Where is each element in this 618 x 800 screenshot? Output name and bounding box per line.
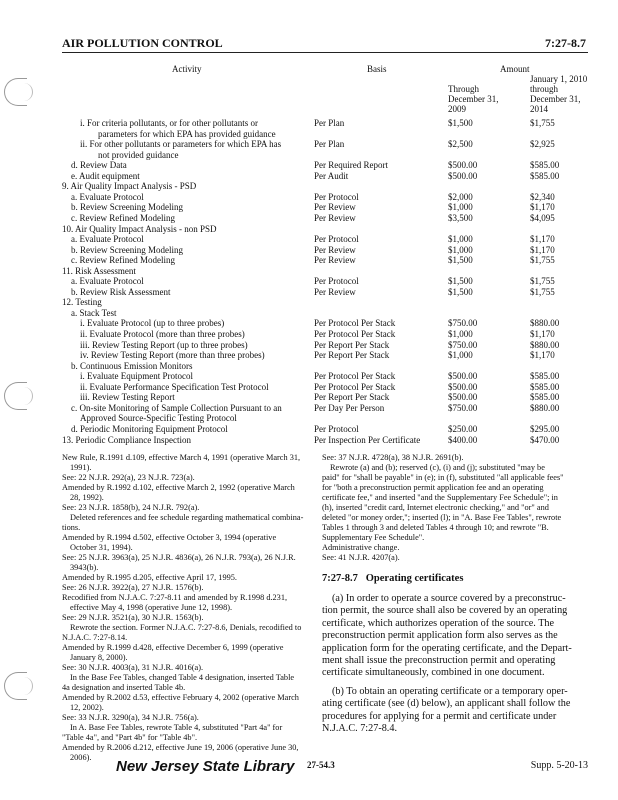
history-note-line: Deleted references and fee schedule regarding mathematical combina- bbox=[70, 513, 304, 522]
history-notes-left bbox=[62, 453, 303, 763]
activity-cell: d. Periodic Monitoring Equipment Protocol bbox=[71, 423, 228, 434]
activity-cell: c. Review Refined Modeling bbox=[71, 255, 175, 266]
basis-cell: Per Review bbox=[314, 244, 356, 255]
binder-hole bbox=[4, 78, 27, 106]
running-header-section: 7:27-8.7 bbox=[545, 36, 586, 50]
amount-2009-cell: $1,000 bbox=[448, 244, 473, 255]
col-header-amount-2010-2014 bbox=[530, 74, 587, 114]
history-note-line: See: 29 N.J.R. 3521(a), 30 N.J.R. 1563(b). bbox=[62, 613, 204, 622]
activity-cell: 12. Testing bbox=[62, 297, 102, 308]
activity-cell: i. Evaluate Protocol (up to three probes) bbox=[80, 318, 225, 329]
activity-cell: parameters for which EPA has provided guidance bbox=[98, 128, 276, 139]
amount-2009-cell: $400.00 bbox=[448, 434, 478, 445]
table-row bbox=[0, 160, 618, 170]
basis-cell: Per Protocol bbox=[314, 276, 359, 287]
table-row bbox=[0, 234, 618, 244]
table-row bbox=[0, 181, 618, 191]
history-note-line: (h), inserted "credit card, Internet electronic checking," and "or" and bbox=[322, 503, 549, 512]
paragraph-line: procedures for applying for a permit and certificate under bbox=[322, 710, 557, 722]
basis-cell: Per Review bbox=[314, 212, 356, 223]
amount-2009-cell: $500.00 bbox=[448, 381, 478, 392]
amount-2014-cell: $2,925 bbox=[530, 139, 555, 150]
table-row bbox=[0, 224, 618, 234]
history-note-line: Amended by R.2002 d.53, effective February 4, 2002 (operative March bbox=[62, 693, 299, 702]
amount-header-line: Through bbox=[448, 84, 479, 94]
activity-cell: iv. Review Testing Report (more than three probes) bbox=[80, 350, 265, 361]
history-note-line: Supplementary Fee Schedule". bbox=[322, 533, 425, 542]
activity-cell: not provided guidance bbox=[98, 149, 179, 160]
history-note-line: See: 41 N.J.R. 4207(a). bbox=[322, 553, 400, 562]
col-header-amount: Amount bbox=[500, 64, 530, 74]
amount-header-line: December 31, bbox=[448, 94, 499, 104]
amount-header-line: 2014 bbox=[530, 104, 548, 114]
basis-cell: Per Protocol bbox=[314, 191, 359, 202]
history-note-line: See: 33 N.J.R. 3290(a), 34 N.J.R. 756(a). bbox=[62, 713, 199, 722]
amount-2014-cell: $1,170 bbox=[530, 244, 555, 255]
activity-cell: Approved Source-Specific Testing Protocol bbox=[80, 413, 237, 424]
paragraph-line: preconstruction permit application form also serves as the bbox=[322, 630, 558, 642]
page-number: 27-54.3 bbox=[307, 760, 335, 770]
activity-cell: b. Review Screening Modeling bbox=[71, 202, 183, 213]
activity-cell: 11. Risk Assessment bbox=[62, 265, 136, 276]
basis-cell: Per Protocol Per Stack bbox=[314, 381, 396, 392]
amount-2009-cell: $750.00 bbox=[448, 402, 478, 413]
activity-cell: 10. Air Quality Impact Analysis - non PSD bbox=[62, 223, 217, 234]
history-note-line: 12, 2002). bbox=[70, 703, 104, 712]
basis-cell: Per Plan bbox=[314, 118, 345, 128]
activity-cell: ii. Evaluate Protocol (more than three probes) bbox=[80, 329, 245, 339]
table-row bbox=[0, 213, 618, 223]
activity-cell: 9. Air Quality Impact Analysis - PSD bbox=[62, 181, 197, 192]
table-row bbox=[0, 245, 618, 255]
history-note-line: 3943(b). bbox=[70, 563, 99, 572]
history-note-line: See: 30 N.J.R. 4003(a), 31 N.J.R. 4016(a). bbox=[62, 663, 204, 672]
table-row bbox=[0, 413, 618, 423]
activity-cell: b. Review Screening Modeling bbox=[71, 244, 183, 255]
amount-2014-cell: $1,755 bbox=[530, 118, 555, 128]
history-note-line: Rewrote (a) and (b); reserved (c), (i) and (j); substituted "may be bbox=[330, 463, 545, 472]
history-note-line: Rewrote the section. Former N.J.A.C. 7:27-8.6, Denials, recodified to bbox=[70, 623, 302, 632]
activity-cell: a. Stack Test bbox=[71, 307, 117, 318]
amount-2009-cell: $1,000 bbox=[448, 329, 473, 339]
amount-2014-cell: $1,755 bbox=[530, 286, 555, 297]
amount-2014-cell: $295.00 bbox=[530, 423, 560, 434]
amount-2009-cell: $500.00 bbox=[448, 371, 478, 382]
history-note-line: See: 23 N.J.R. 1858(b), 24 N.J.R. 792(a). bbox=[62, 503, 200, 512]
amount-2009-cell: $750.00 bbox=[448, 318, 478, 329]
table-row bbox=[0, 435, 618, 445]
activity-cell: b. Continuous Emission Monitors bbox=[71, 360, 193, 371]
paragraph-line: certificate, which authorizes operation of the source. The bbox=[322, 617, 555, 629]
paragraph-b bbox=[322, 686, 570, 736]
amount-2009-cell: $2,000 bbox=[448, 191, 473, 202]
history-note-line: See: 26 N.J.R. 3922(a), 27 N.J.R. 1576(b). bbox=[62, 583, 204, 592]
activity-cell: ii. For other pollutants or parameters for which EPA has bbox=[80, 139, 282, 150]
history-note-line: Administrative change. bbox=[322, 543, 400, 552]
amount-2009-cell: $500.00 bbox=[448, 160, 478, 171]
amount-2009-cell: $1,000 bbox=[448, 202, 473, 213]
amount-2014-cell: $880.00 bbox=[530, 339, 560, 350]
basis-cell: Per Required Report bbox=[314, 160, 388, 171]
table-row bbox=[0, 171, 618, 181]
table-row bbox=[0, 255, 618, 265]
history-note-line: certificate fee," and inserted "and the Supplementary Fee Schedule"; in bbox=[322, 493, 558, 502]
paragraph-line: certificate simultaneously, combined in one document. bbox=[322, 667, 545, 679]
table-row bbox=[0, 139, 618, 149]
history-note-line: Amended by R.1995 d.205, effective April 17, 1995. bbox=[62, 573, 237, 582]
basis-cell: Per Report Per Stack bbox=[314, 339, 390, 350]
activity-cell: e. Audit equipment bbox=[71, 170, 140, 181]
amount-header-line: through bbox=[530, 84, 558, 94]
history-note-line: Amended by R.2006 d.212, effective June 19, 2006 (operative June 30, bbox=[62, 743, 299, 752]
basis-cell: Per Plan bbox=[314, 139, 345, 150]
table-row bbox=[0, 371, 618, 381]
basis-cell: Per Report Per Stack bbox=[314, 392, 390, 403]
table-row bbox=[0, 318, 618, 328]
history-note-line: October 31, 1994). bbox=[70, 543, 133, 552]
amount-2014-cell: $1,170 bbox=[530, 202, 555, 213]
history-note-line: Amended by R.1994 d.502, effective October 3, 1994 (operative bbox=[62, 533, 277, 542]
history-note-line: January 8, 2000). bbox=[70, 653, 128, 662]
history-note-line: N.J.A.C. 7:27-8.14. bbox=[62, 633, 128, 642]
table-row bbox=[0, 287, 618, 297]
history-note-line: 4a designation and inserted Table 4b. bbox=[62, 683, 186, 692]
activity-cell: 13. Periodic Compliance Inspection bbox=[62, 434, 191, 445]
activity-cell: i. Evaluate Equipment Protocol bbox=[80, 371, 193, 382]
table-row bbox=[0, 118, 618, 128]
basis-cell: Per Protocol Per Stack bbox=[314, 318, 396, 329]
binder-hole bbox=[4, 672, 27, 700]
basis-cell: Per Protocol bbox=[314, 423, 359, 434]
amount-2014-cell: $1,755 bbox=[530, 255, 555, 266]
amount-header-line: 2009 bbox=[448, 104, 466, 114]
history-note-line: 2006). bbox=[70, 753, 92, 762]
table-row bbox=[0, 192, 618, 202]
activity-cell: a. Evaluate Protocol bbox=[71, 276, 144, 287]
activity-cell: a. Evaluate Protocol bbox=[71, 234, 144, 245]
history-note-line: 1991). bbox=[70, 463, 92, 472]
paragraph-line: ating certificate (see (d) below), an applicant shall follow the bbox=[322, 698, 571, 710]
amount-2009-cell: $250.00 bbox=[448, 423, 478, 434]
basis-cell: Per Review bbox=[314, 286, 356, 297]
col-header-amount-through-2009 bbox=[448, 84, 498, 114]
history-note-line: effective May 4, 1998 (operative June 12, 1998). bbox=[70, 603, 233, 612]
basis-cell: Per Review bbox=[314, 255, 356, 266]
amount-2009-cell: $1,000 bbox=[448, 234, 473, 245]
amount-2009-cell: $750.00 bbox=[448, 339, 478, 350]
table-row bbox=[0, 276, 618, 286]
amount-2014-cell: $585.00 bbox=[530, 160, 560, 171]
amount-2014-cell: $470.00 bbox=[530, 434, 560, 445]
history-note-line: See: 25 N.J.R. 3963(a), 25 N.J.R. 4836(a), 26 N.J.R. 793(a), 26 N.J.R. bbox=[62, 553, 296, 562]
table-row bbox=[0, 308, 618, 318]
basis-cell: Per Report Per Stack bbox=[314, 350, 390, 361]
amount-2014-cell: $1,170 bbox=[530, 350, 555, 361]
history-note-line: for "both a preconstruction permit application fee and an operating bbox=[322, 483, 544, 492]
history-note-line: New Rule, R.1991 d.109, effective March 4, 1991 (operative March 31, bbox=[62, 453, 301, 462]
paragraph-line: application form for the operating certificate, and the Depart- bbox=[322, 642, 572, 654]
history-notes-right bbox=[322, 453, 564, 563]
amount-2009-cell: $1,500 bbox=[448, 286, 473, 297]
paragraph-line: ment shall issue the preconstruction permit and operating bbox=[322, 655, 556, 667]
activity-cell: d. Review Data bbox=[71, 160, 127, 171]
amount-2009-cell: $500.00 bbox=[448, 392, 478, 403]
col-header-activity: Activity bbox=[172, 64, 202, 74]
table-row bbox=[0, 382, 618, 392]
amount-2014-cell: $4,095 bbox=[530, 212, 555, 223]
history-note-line: 28, 1992). bbox=[70, 493, 104, 502]
activity-cell: b. Review Risk Assessment bbox=[71, 286, 171, 297]
amount-2014-cell: $585.00 bbox=[530, 170, 560, 181]
col-header-basis: Basis bbox=[367, 64, 387, 74]
amount-2009-cell: $1,500 bbox=[448, 276, 473, 287]
basis-cell: Per Inspection Per Certificate bbox=[314, 434, 421, 445]
history-note-line: deleted "or money order,"; inserted (l); in "A. Base Fee Tables", rewrote bbox=[322, 513, 562, 522]
amount-2014-cell: $1,170 bbox=[530, 234, 555, 245]
table-row bbox=[0, 424, 618, 434]
amount-2014-cell: $585.00 bbox=[530, 381, 560, 392]
table-row bbox=[0, 361, 618, 371]
history-note-line: See: 22 N.J.R. 292(a), 23 N.J.R. 723(a). bbox=[62, 473, 195, 482]
amount-2014-cell: $585.00 bbox=[530, 392, 560, 403]
history-note-line: Recodified from N.J.A.C. 7:27-8.11 and amended by R.1998 d.231, bbox=[62, 593, 288, 602]
basis-cell: Per Review bbox=[314, 202, 356, 213]
paragraph-line: (a) In order to operate a source covered by a preconstruc- bbox=[332, 593, 566, 604]
history-note-line: tions. bbox=[62, 523, 81, 532]
table-row bbox=[0, 329, 618, 339]
table-row bbox=[0, 403, 618, 413]
activity-cell: iii. Review Testing Report bbox=[80, 392, 175, 403]
table-row bbox=[0, 392, 618, 402]
table-row bbox=[0, 350, 618, 360]
history-note-line: See: 37 N.J.R. 4728(a), 38 N.J.R. 2691(b). bbox=[322, 453, 464, 462]
amount-2014-cell: $2,340 bbox=[530, 191, 555, 202]
activity-cell: c. On-site Monitoring of Sample Collection Pursuant to an bbox=[71, 402, 282, 413]
table-row bbox=[0, 202, 618, 212]
amount-2014-cell: $585.00 bbox=[530, 371, 560, 382]
table-row bbox=[0, 297, 618, 307]
library-watermark: New Jersey State Library bbox=[116, 758, 295, 775]
amount-2014-cell: $880.00 bbox=[530, 402, 560, 413]
basis-cell: Per Protocol bbox=[314, 234, 359, 245]
table-row bbox=[0, 150, 618, 160]
paragraph-line: N.J.A.C. 7:27-8.4. bbox=[322, 723, 397, 735]
amount-2009-cell: $1,500 bbox=[448, 118, 473, 128]
table-row bbox=[0, 129, 618, 139]
amount-2009-cell: $1,000 bbox=[448, 350, 473, 361]
section-heading bbox=[322, 573, 463, 584]
amount-header-line: December 31, bbox=[530, 94, 581, 104]
table-row bbox=[0, 340, 618, 350]
table-row bbox=[0, 266, 618, 276]
amount-2009-cell: $2,500 bbox=[448, 139, 473, 150]
history-note-line: Amended by R.1999 d.428, effective December 6, 1999 (operative bbox=[62, 643, 284, 652]
history-note-line: paid" for "shall be payable" in (e); in (f), substituted "all applicable fees" bbox=[322, 473, 564, 482]
history-note-line: "Table 4a", and "Part 4b" for "Table 4b". bbox=[62, 733, 198, 742]
amount-header-line: January 1, 2010 bbox=[530, 74, 588, 84]
basis-cell: Per Audit bbox=[314, 170, 349, 181]
paragraph-line: tion permit, the source shall also be covered by an operating bbox=[322, 605, 568, 617]
paragraph-line: (b) To obtain an operating certificate or a temporary oper- bbox=[332, 686, 568, 697]
amount-2009-cell: $3,500 bbox=[448, 212, 473, 223]
history-note-line: Tables 1 through 3 and deleted Tables 4 through 10; and rewrote "B. bbox=[322, 523, 549, 532]
basis-cell: Per Protocol Per Stack bbox=[314, 371, 396, 382]
basis-cell: Per Day Per Person bbox=[314, 402, 385, 413]
header-rule bbox=[62, 52, 588, 53]
activity-cell: iii. Review Testing Report (up to three probes) bbox=[80, 339, 248, 350]
section-number: 7:27-8.7 bbox=[322, 573, 358, 584]
basis-cell: Per Protocol Per Stack bbox=[314, 329, 396, 339]
running-header-title: AIR POLLUTION CONTROL bbox=[62, 36, 223, 50]
activity-cell: i. For criteria pollutants, or for other pollutants or bbox=[80, 118, 258, 128]
history-note-line: In the Base Fee Tables, changed Table 4 designation, inserted Table bbox=[70, 673, 295, 682]
amount-2014-cell: $1,170 bbox=[530, 329, 555, 339]
supplement-date: Supp. 5-20-13 bbox=[530, 760, 588, 771]
amount-2014-cell: $880.00 bbox=[530, 318, 560, 329]
history-note-line: In A. Base Fee Tables, rewrote Table 4, substituted "Part 4a" for bbox=[70, 723, 283, 732]
amount-2009-cell: $1,500 bbox=[448, 255, 473, 266]
section-title: Operating certificates bbox=[365, 573, 464, 584]
activity-cell: a. Evaluate Protocol bbox=[71, 191, 144, 202]
activity-cell: ii. Evaluate Performance Specification Test Protocol bbox=[80, 381, 269, 392]
amount-2014-cell: $1,755 bbox=[530, 276, 555, 287]
activity-cell: c. Review Refined Modeling bbox=[71, 212, 175, 223]
amount-2009-cell: $500.00 bbox=[448, 170, 478, 181]
paragraph-a bbox=[322, 593, 572, 680]
history-note-line: Amended by R.1992 d.102, effective March 2, 1992 (operative March bbox=[62, 483, 295, 492]
